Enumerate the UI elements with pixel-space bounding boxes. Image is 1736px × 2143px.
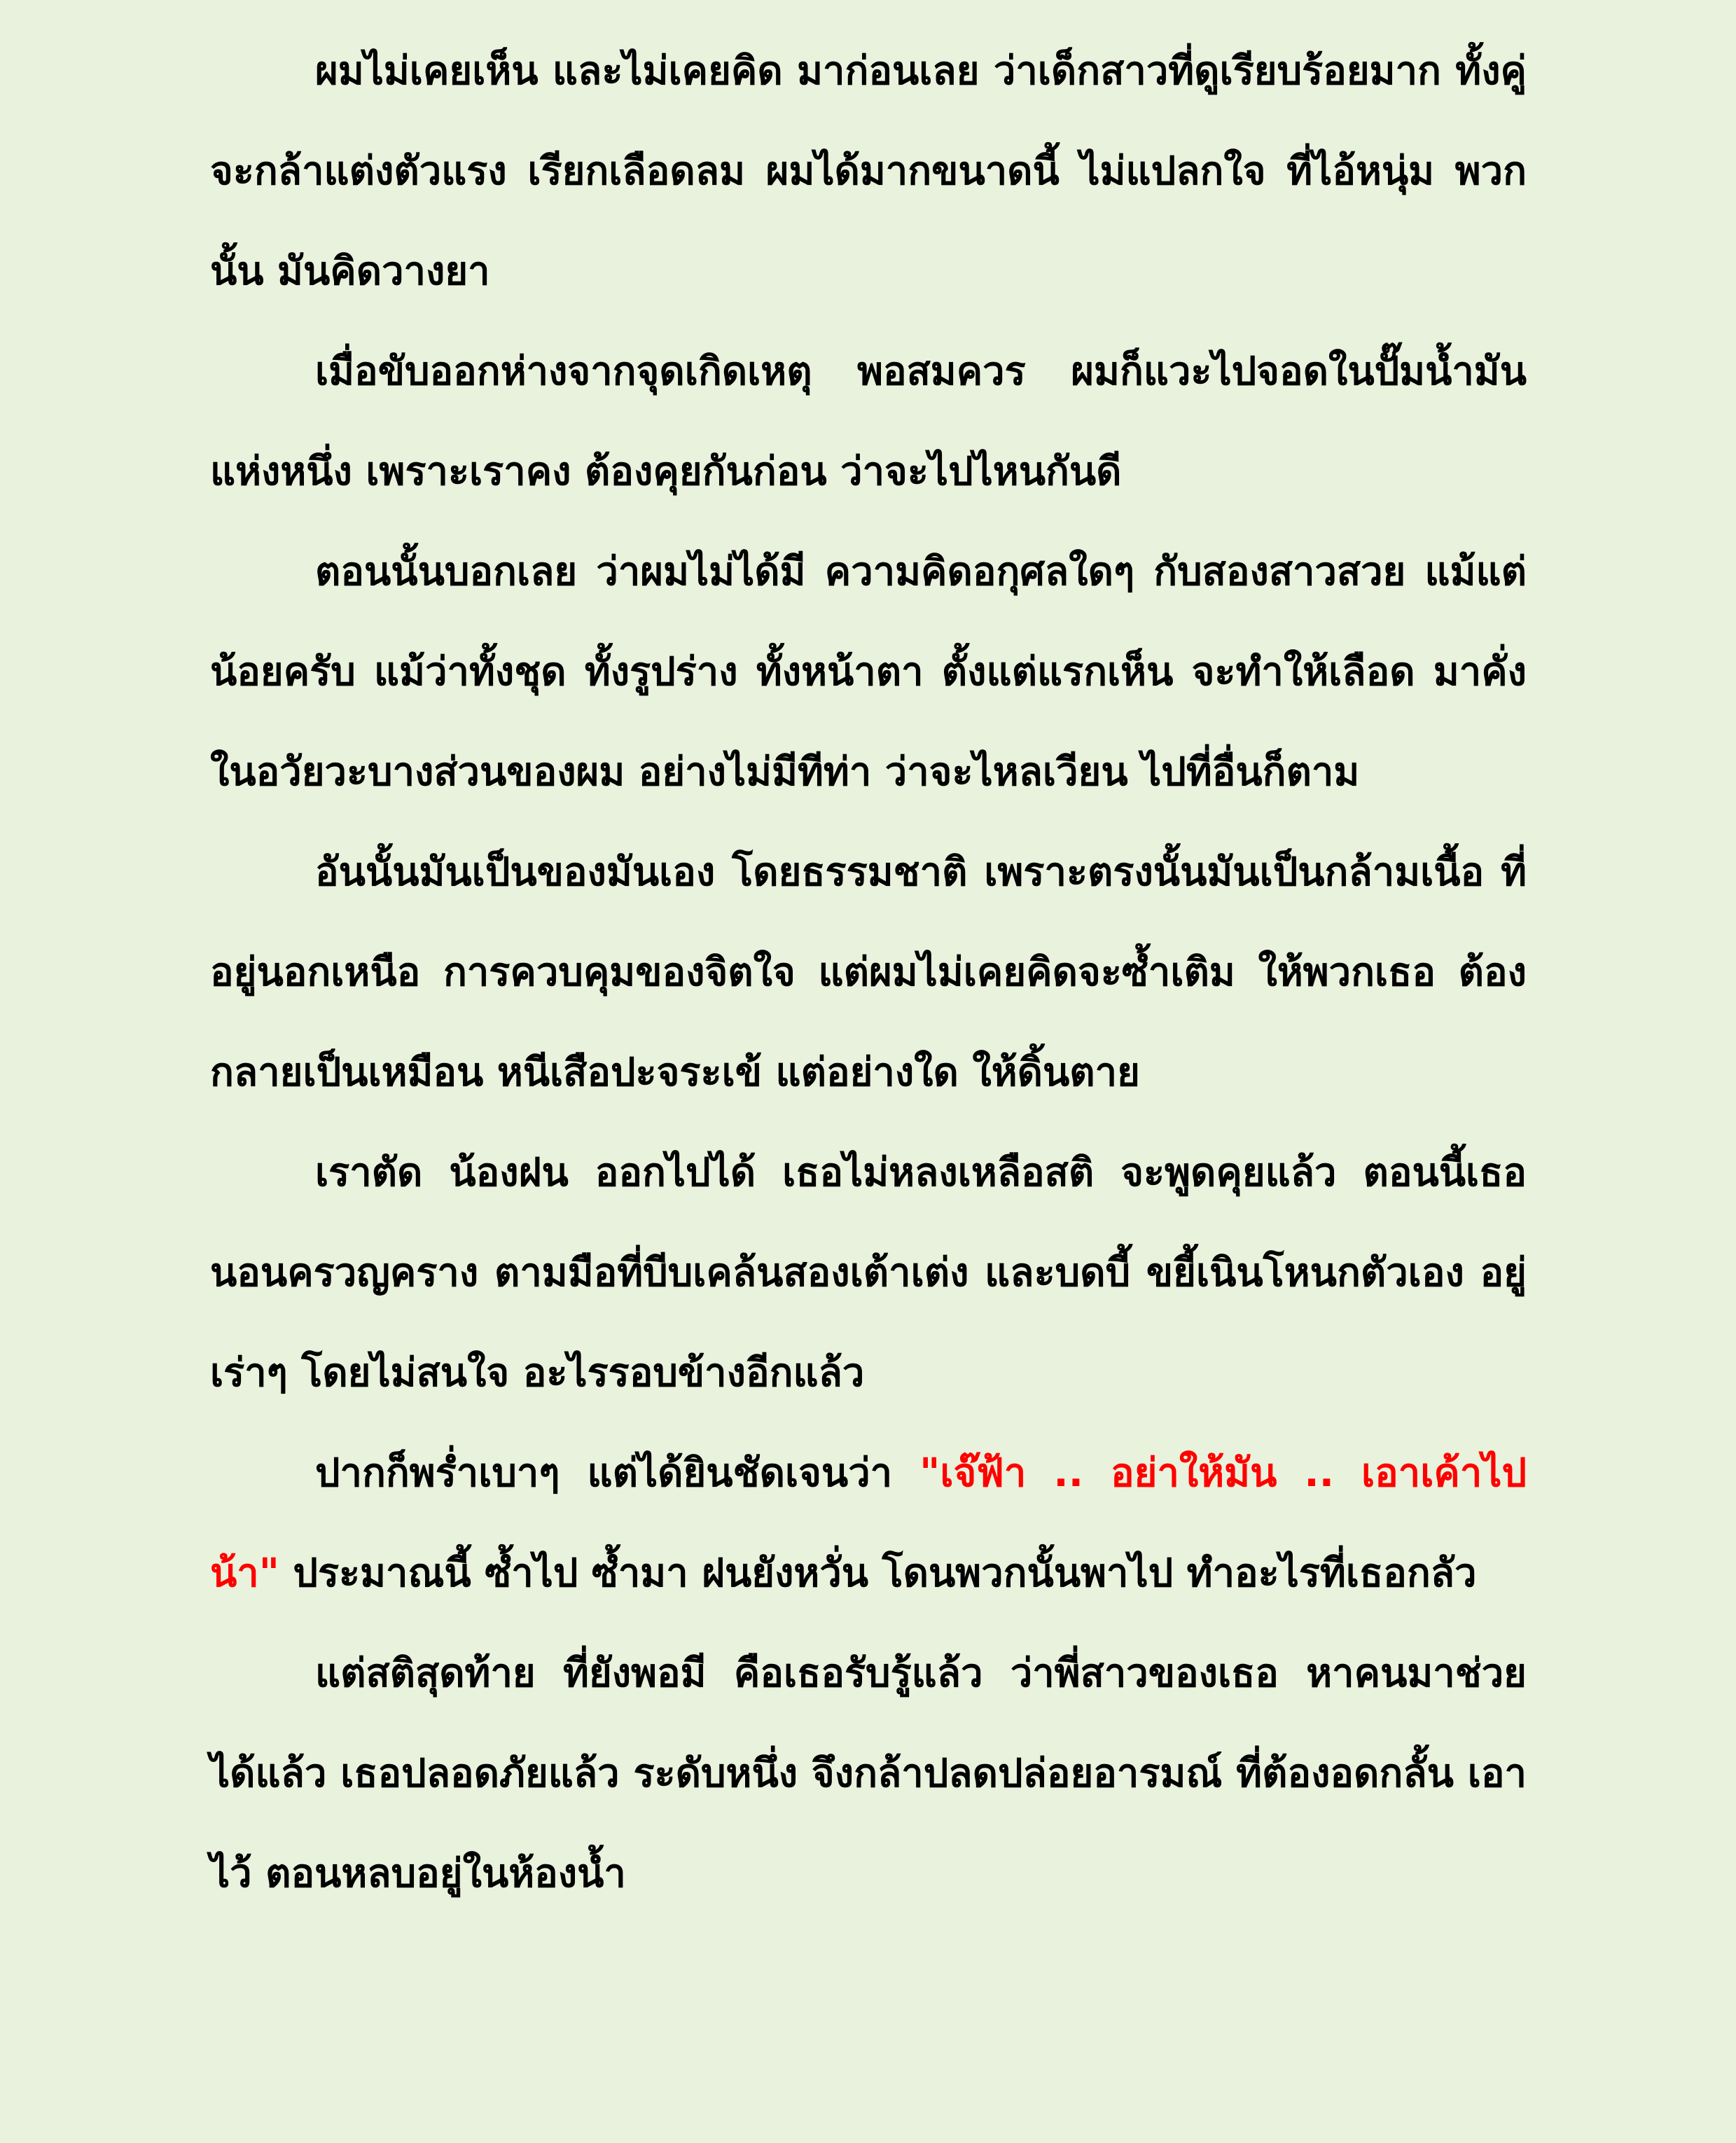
paragraph-6 <box>210 1423 1527 1623</box>
paragraph-6-before: ปากก็พร่ำเบาๆ แต่ได้ยินชัดเจนว่า <box>315 1450 920 1496</box>
paragraph-1: ผมไม่เคยเห็น และไม่เคยคิด มาก่อนเลย ว่าเด็กสาวที่ดูเรียบร้อยมาก ทั้งคู่ จะกล้าแต่งตัวแรง เรียกเลือดลม ผมได้มากขนาดนี้ ไม่แปลกใจ ที่ไอ้หนุ่ม พวกนั้น มันคิดวางยา <box>210 48 1527 294</box>
paragraph-3: ตอนนั้นบอกเลย ว่าผมไม่ได้มี ความคิดอกุศลใดๆ กับสองสาวสวย แม้แต่น้อยครับ แม้ว่าทั้งชุด ทั้งรูปร่าง ทั้งหน้าตา ตั้งแต่แรกเห็น จะทำให้เลือด มาคั่งในอวัยวะบางส่วนของผม อย่างไม่มีทีท่า ว่าจะไหลเวียน ไปที่อื่นก็ตาม <box>210 549 1527 795</box>
highlighted-quote: "เจ๊ฟ้า .. อย่าให้มัน .. เอาเค้าไป น้า" <box>210 1450 1527 1596</box>
paragraph-6-after: ประมาณนี้ ซ้ำไป ซ้ำมา ฝนยังหวั่น โดนพวกนั้นพาไป ทำอะไรที่เธอกลัว <box>279 1551 1477 1596</box>
paragraph-2: เมื่อขับออกห่างจากจุดเกิดเหตุ พอสมควร ผมก็แวะไปจอดในปั๊มน้ำมัน แห่งหนึ่ง เพราะเราคง ต้องคุยกันก่อน ว่าจะไปไหนกันดี <box>210 349 1527 494</box>
document-page <box>210 21 1527 2122</box>
paragraph-5: เราตัด น้องฝน ออกไปได้ เธอไม่หลงเหลือสติ จะพูดคุยแล้ว ตอนนี้เธอ นอนครวญคราง ตามมือที่บีบเคล้นสองเต้าเต่ง และบดบี้ ขยี้เนินโหนกตัวเอง อยู่เร่าๆ โดยไม่สนใจ อะไรรอบข้างอีกแล้ว <box>210 1150 1527 1396</box>
paragraph-7: แต่สติสุดท้าย ที่ยังพอมี คือเธอรับรู้แล้ว ว่าพี่สาวของเธอ หาคนมาช่วย ได้แล้ว เธอปลอดภัยแล้ว ระดับหนึ่ง จึงกล้าปลดปล่อยอารมณ์ ที่ต้องอดกลั้น เอาไว้ ตอนหลบอยู่ในห้องน้ำ <box>210 1651 1527 1896</box>
paragraph-4: อันนั้นมันเป็นของมันเอง โดยธรรมชาติ เพราะตรงนั้นมันเป็นกล้ามเนื้อ ที่อยู่นอกเหนือ การควบคุมของจิตใจ แต่ผมไม่เคยคิดจะซ้ำเติม ให้พวกเธอ ต้องกลายเป็นเหมือน หนีเสือปะจระเข้ แต่อย่างใด ให้ดิ้นตาย <box>210 849 1527 1095</box>
